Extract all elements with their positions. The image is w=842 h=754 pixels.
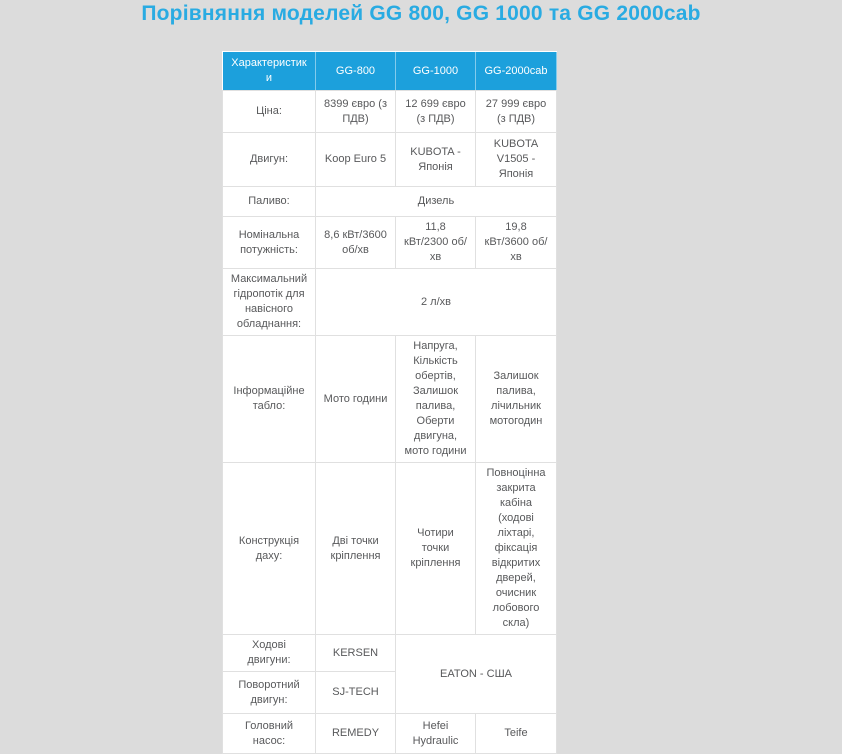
- power-gg800-cell: 8,6 кВт/3600 об/хв: [316, 217, 396, 269]
- swing-motor-label-cell: Поворотний двигун:: [223, 672, 316, 714]
- price-label-cell: Ціна:: [223, 91, 316, 133]
- fuel-label-cell: Паливо:: [223, 187, 316, 217]
- drive-swing-shared-supplier-cell: EATON - США: [396, 635, 557, 714]
- header-cell-characteristics: Характеристики: [223, 52, 316, 91]
- table-row-engine: [223, 133, 557, 187]
- header-cell-gg800: GG-800: [316, 52, 396, 91]
- table-row-roof: [223, 463, 557, 635]
- price-gg1000-cell: 12 699 євро (з ПДВ): [396, 91, 476, 133]
- main-pump-gg800-cell: REMEDY: [316, 714, 396, 754]
- roof-gg2000cab-cell: Повноцінна закрита кабіна (ходові ліхтарі, фіксація відкритих дверей, очисник лобового скла): [476, 463, 557, 635]
- main-pump-gg1000-cell: Hefei Hydraulic: [396, 714, 476, 754]
- info-panel-label-cell: Інформаційне табло:: [223, 336, 316, 463]
- drive-motors-gg800-cell: KERSEN: [316, 635, 396, 672]
- info-panel-gg800-cell: Мото години: [316, 336, 396, 463]
- header-cell-gg2000cab: GG-2000cab: [476, 52, 557, 91]
- table-header-row: [223, 52, 557, 91]
- header-cell-gg1000: GG-1000: [396, 52, 476, 91]
- power-label-cell: Номінальна потужність:: [223, 217, 316, 269]
- drive-motors-label-cell: Ходові двигуни:: [223, 635, 316, 672]
- table-row-info-panel: [223, 336, 557, 463]
- table-row-price: [223, 91, 557, 133]
- power-gg1000-cell: 11,8 кВт/2300 об/хв: [396, 217, 476, 269]
- engine-gg1000-cell: KUBOTA - Японія: [396, 133, 476, 187]
- table-row-hydraulic-flow: [223, 269, 557, 336]
- table-row-fuel: [223, 187, 557, 217]
- roof-gg800-cell: Дві точки кріплення: [316, 463, 396, 635]
- table-row-power: [223, 217, 557, 269]
- power-gg2000cab-cell: 19,8 кВт/3600 об/хв: [476, 217, 557, 269]
- main-pump-label-cell: Головний насос:: [223, 714, 316, 754]
- roof-label-cell: Конструкція даху:: [223, 463, 316, 635]
- roof-gg1000-cell: Чотири точки кріплення: [396, 463, 476, 635]
- comparison-table: [222, 51, 557, 754]
- main-pump-gg2000cab-cell: Teife: [476, 714, 557, 754]
- hydraulic-flow-label-cell: Максимальний гідропотік для навісного обладнання:: [223, 269, 316, 336]
- engine-label-cell: Двигун:: [223, 133, 316, 187]
- hydraulic-flow-all-models-cell: 2 л/хв: [316, 269, 557, 336]
- engine-gg2000cab-cell: KUBOTA V1505 - Японія: [476, 133, 557, 187]
- table-row-drive-motors: [223, 635, 557, 672]
- table-row-main-pump: [223, 714, 557, 754]
- fuel-all-models-cell: Дизель: [316, 187, 557, 217]
- price-gg2000cab-cell: 27 999 євро (з ПДВ): [476, 91, 557, 133]
- swing-motor-gg800-cell: SJ-TECH: [316, 672, 396, 714]
- price-gg800-cell: 8399 євро (з ПДВ): [316, 91, 396, 133]
- engine-gg800-cell: Koop Euro 5: [316, 133, 396, 187]
- info-panel-gg1000-cell: Напруга, Кількість обертів, Залишок палива, Оберти двигуна, мото години: [396, 336, 476, 463]
- info-panel-gg2000cab-cell: Залишок палива, лічильник мотогодин: [476, 336, 557, 463]
- page-title: Порівняння моделей GG 800, GG 1000 та GG 2000cab: [141, 2, 701, 25]
